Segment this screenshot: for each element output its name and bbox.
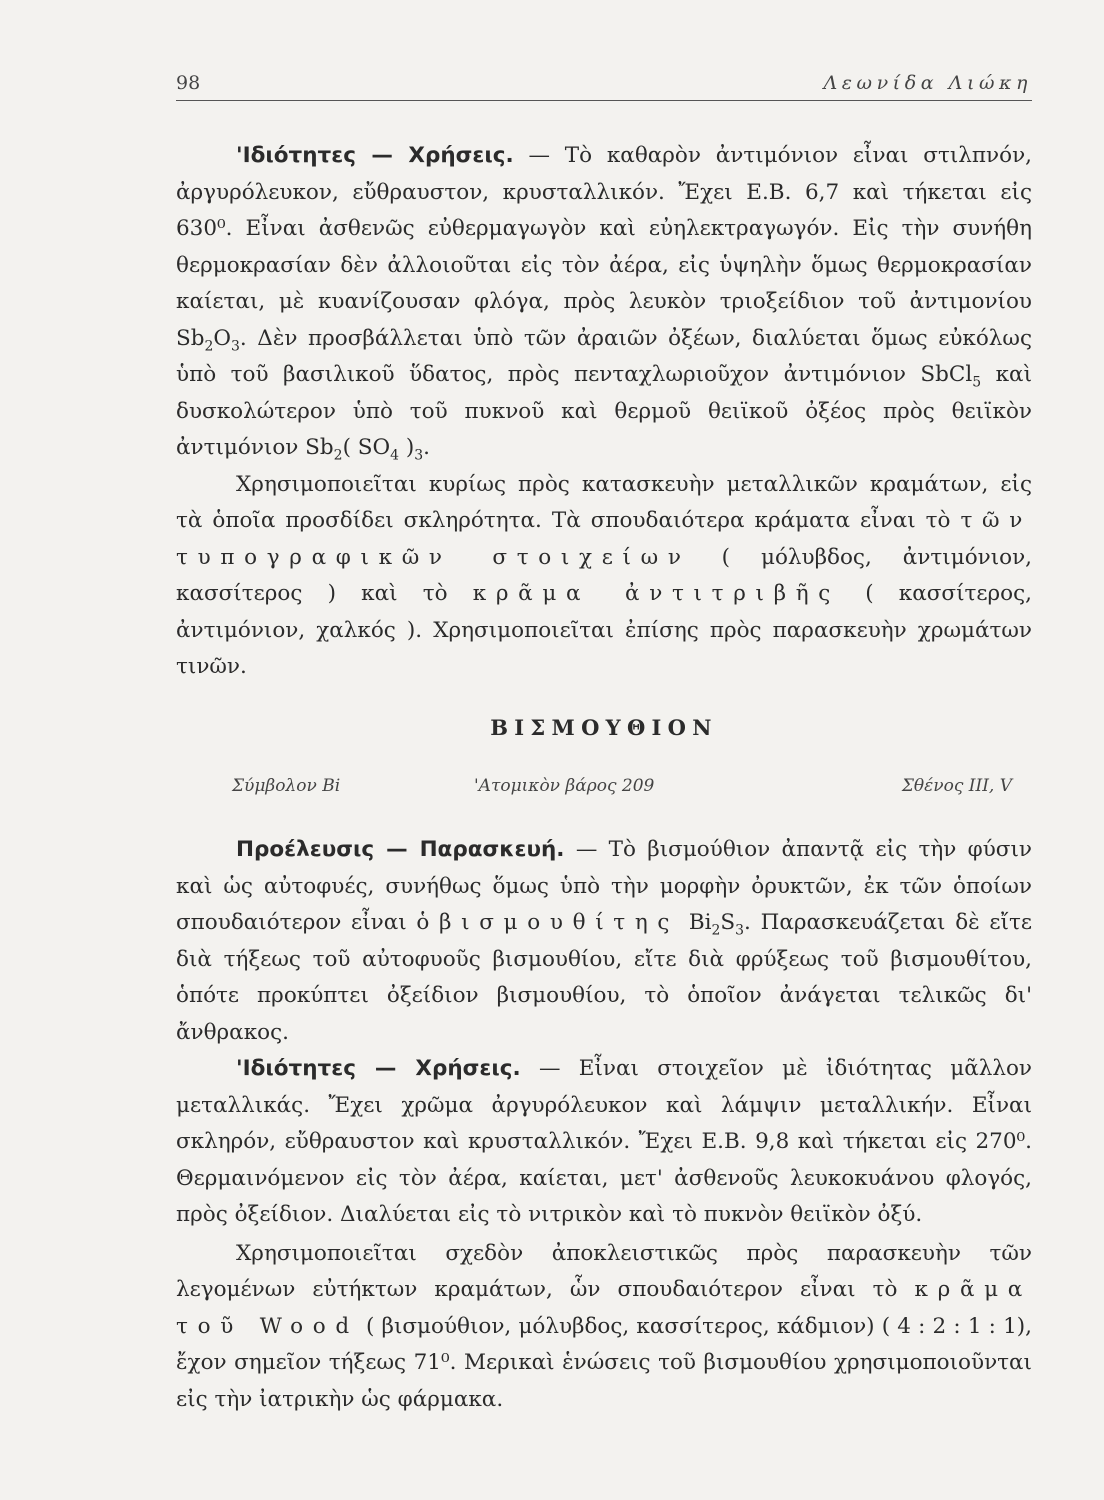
spaced-term: βισμουθίτης	[439, 910, 680, 935]
subscript: 2	[333, 447, 343, 464]
paragraph-text: καὶ δυσκολώτερον ὑπὸ τοῦ πυκνοῦ καὶ θερμοῦ θειϊκοῦ ὀξέος πρὸς θειϊκὸν ἀντιμόνιον Sb	[176, 362, 1032, 460]
page-header	[176, 66, 1032, 101]
paragraph-text: — Τὸ καθαρὸν ἀντιμόνιον εἶναι στιλπνόν, ἀργυρόλευκον, εὔθραυστον, κρυσταλλικόν. Ἔχει Ε.Β. 6,7 καὶ τήκεται εἰς 630⁰. Εἶναι ἀσθενῶς εὐθερμαγωγὸν καὶ εὐηλεκτραγωγόν. Εἰς τὴν συνήθη θερμοκρασίαν δὲν ἀλλοιοῦται εἰς τὸν ἀέρα, εἰς ὑψηλὴν ὅμως θερμοκρασίαν καίεται, μὲ κυανίζουσαν φλόγα, πρὸς λευκὸν τριοξείδιον τοῦ ἀντιμονίου Sb	[176, 143, 1032, 351]
page-number: 98	[176, 72, 201, 94]
paragraph-heading: Προέλευσις — Παρασκευή.	[236, 837, 565, 862]
subscript: 4	[390, 447, 400, 464]
paragraph-text: — Εἶναι στοιχεῖον μὲ ἰδιότητας μᾶλλον μεταλλικάς. Ἔχει χρῶμα ἀργυρόλευκον καὶ λάμψιν μεταλλικήν. Εἶναι σκληρόν, εὔθραυστον καὶ κρυσταλλικόν. Ἔχει Ε.Β. 9,8 καὶ τήκεται εἰς 270⁰. Θερμαινόμενον εἰς τὸν ἀέρα, καίεται, μετ' ἀσθενοῦς λευκοκυάνου φλογός, πρὸς ὀξείδιον. Διαλύεται εἰς τὸ νιτρικὸν καὶ τὸ πυκνὸν θειϊκὸν ὀξύ.	[176, 1056, 1032, 1227]
paragraph-text: S	[720, 910, 736, 935]
paragraph-text: . Δὲν προσβάλλεται ὑπὸ τῶν ἀραιῶν ὀξέων, διαλύεται ὅμως εὐκόλως ὑπὸ τοῦ βασιλικοῦ ὕδατος, πρὸς πενταχλωριοῦχον ἀντιμόνιον SbCl	[176, 325, 1032, 387]
bismuth-properties-paragraph	[176, 1051, 1032, 1234]
antimony-properties-paragraph	[176, 138, 1032, 467]
element-symbol: Σύμβολον Bi	[232, 776, 341, 796]
bismuth-origin-paragraph	[176, 832, 1032, 1051]
subscript: 2	[204, 337, 214, 354]
subscript: 2	[711, 922, 721, 939]
paragraph-text: ( SO	[342, 435, 391, 460]
section-title: ΒΙΣΜΟΥΘΙΟΝ	[490, 714, 718, 740]
paragraph-text: ( βισμούθιον, μόλυβδος, κασσίτερος, κάδμιον) ( 4 : 2 : 1 : 1), ἔχον σημεῖον τήξεως 71⁰. Μερικαὶ ἑνώσεις τοῦ βισμουθίου χρησιμοποιοῦνται εἰς τὴν ἰατρικὴν ὡς φάρμακα.	[176, 1313, 1032, 1412]
running-title: Λεωνίδα Λιώκη	[823, 72, 1032, 94]
spaced-term: κρᾶμα ἀντιτριβῆς	[472, 581, 841, 606]
paragraph-text: ( μόλυβδος, ἀντιμόνιον, κασσίτερος ) καὶ τὸ	[176, 544, 1032, 606]
paragraph-text: Χρησιμοποιεῖται σχεδὸν ἀποκλειστικῶς πρὸς παρασκευὴν τῶν λεγομένων εὐτήκτων κραμάτων, ὧν σπουδαιότερον εἶναι τὸ	[176, 1240, 1032, 1302]
paragraph-text: Χρησιμοποιεῖται κυρίως πρὸς κατασκευὴν μεταλλικῶν κραμάτων, εἰς τὰ ὁποῖα προσδίδει σκληρότητα. Τὰ σπουδαιότερα κράματα εἶναι τὸ	[176, 471, 1032, 533]
element-meta-row	[176, 768, 1032, 798]
spaced-term: κρᾶμα τοῦ Wood	[176, 1277, 1032, 1339]
spaced-term: τῶν τυπογραφικῶν στοιχείων	[176, 508, 1032, 570]
element-atomic-weight: 'Ατομικὸν βάρος 209	[474, 776, 655, 796]
paragraph-heading: 'Ιδιότητες — Χρήσεις.	[236, 1056, 521, 1081]
paragraph-text: )	[399, 435, 415, 460]
paragraph-text: . Παρασκευάζεται δὲ εἴτε διὰ τήξεως τοῦ αὐτοφυοῦς βισμουθίου, εἴτε διὰ φρύξεως τοῦ βισμουθίτου, ὁπότε προκύπτει ὀξείδιον βισμουθίου, τὸ ὁποῖον ἀνάγεται τελικῶς δι' ἄνθρακος.	[176, 910, 1032, 1045]
paragraph-text: O	[213, 325, 232, 351]
bismuth-uses-paragraph	[176, 1236, 1032, 1419]
subscript: 3	[735, 922, 745, 939]
paragraph-text: .	[423, 435, 430, 460]
subscript: 3	[414, 447, 424, 464]
paragraph-heading: 'Ιδιότητες — Χρήσεις.	[236, 143, 514, 168]
subscript: 3	[231, 337, 240, 354]
page-body	[176, 138, 1032, 1418]
antimony-uses-paragraph	[176, 467, 1032, 686]
paragraph-text: Bi	[679, 910, 712, 935]
paragraph-text: — Τὸ βισμούθιον ἀπαντᾷ εἰς τὴν φύσιν καὶ ὡς αὐτοφυές, συνήθως ὅμως ὑπὸ τὴν μορφὴν ὀρυκτῶν, ἐκ τῶν ὁποίων σπουδαιότερον εἶναι ὁ	[176, 837, 1032, 935]
paragraph-text: ( κασσίτερος, ἀντιμόνιον, χαλκός ). Χρησιμοποιεῖται ἐπίσης πρὸς παρασκευὴν χρωμάτων τινῶν.	[176, 581, 1032, 679]
subscript: 5	[972, 374, 982, 391]
element-valence: Σθένος III, V	[901, 776, 1012, 796]
